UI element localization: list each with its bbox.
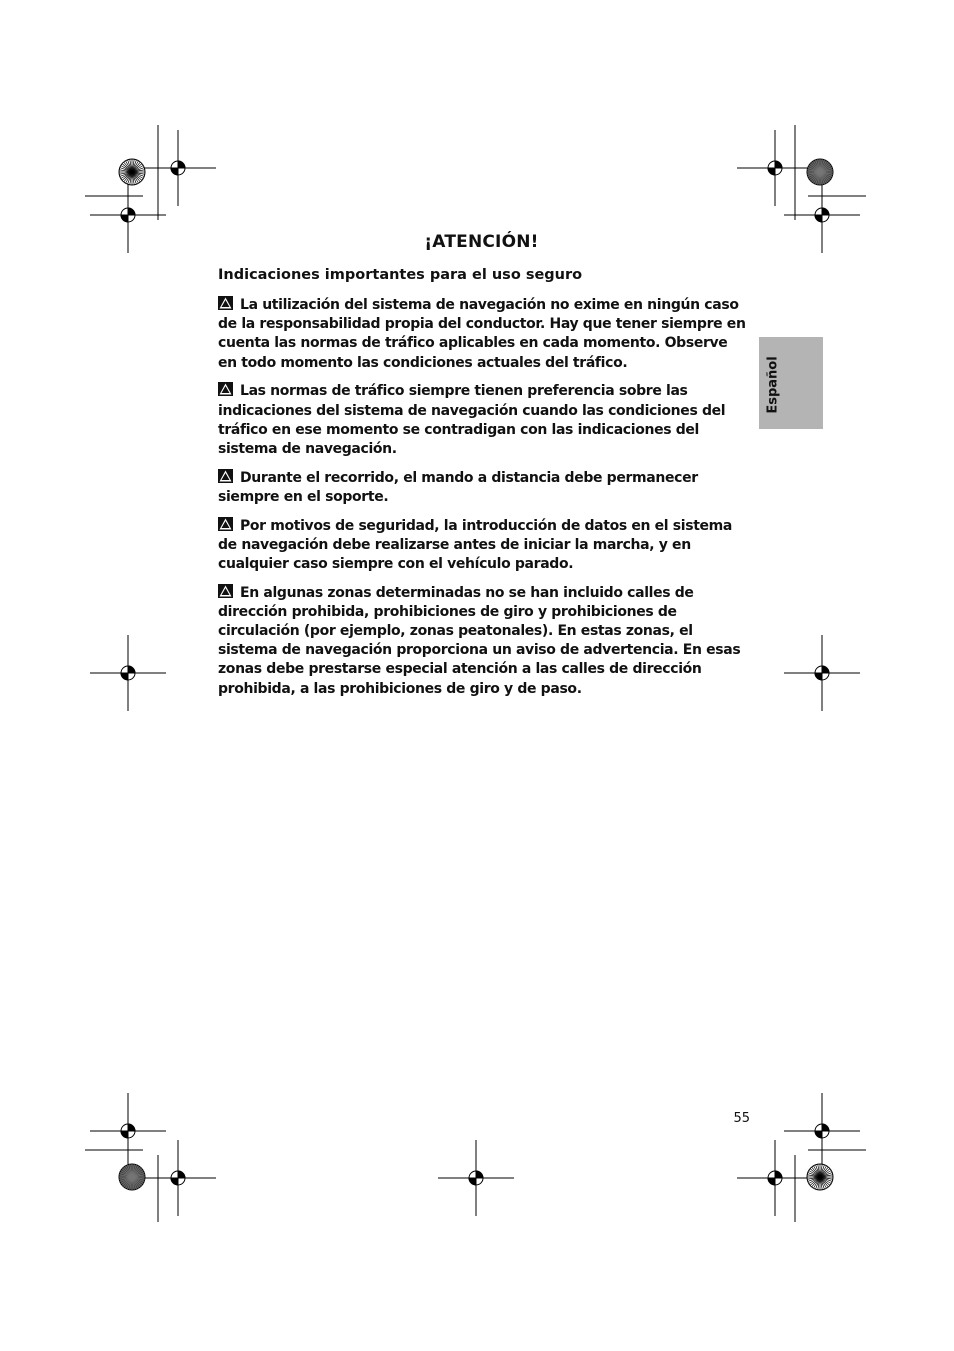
page-title: ¡ATENCIÓN!	[424, 232, 539, 252]
warning-triangle-icon	[218, 584, 233, 598]
warning-item	[218, 469, 748, 507]
warning-text: La utilización del sistema de navegación no exime en ningún caso de la responsabilidad propia del conductor. Hay que tener siempre en cuenta las normas de tráfico aplicables en cada momento. Observe en todo momento las condiciones actuales del tráfico.	[218, 297, 746, 371]
section-subtitle: Indicaciones importantes para el uso seguro	[218, 267, 583, 283]
warning-text: En algunas zonas determinadas no se han incluido calles de dirección prohibida, prohibiciones de giro y prohibiciones de circulación (por ejemplo, zonas peatonales). En estas zonas, el sistema de navegación proporciona un aviso de advertencia. En esas zonas debe prestarse especial atención a las calles de dirección prohibida, a las prohibiciones de giro y de paso.	[218, 584, 741, 697]
registration-mark-icon	[784, 635, 860, 711]
warning-triangle-icon	[218, 296, 233, 310]
registration-mark-icon	[90, 177, 166, 253]
warning-text: Las normas de tráfico siempre tienen preferencia sobre las indicaciones del sistema de navegación cuando las condiciones del tráfico en ese momento se contradigan con las indicaciones del sistema de navegación.	[218, 383, 726, 457]
language-tab-label: Español	[765, 356, 781, 414]
warning-text: Por motivos de seguridad, la introducción de datos en el sistema de navegación debe realizarse antes de iniciar la marcha, y en cualquier caso siempre con el vehículo parado.	[218, 517, 733, 572]
warning-triangle-icon	[218, 517, 233, 531]
warning-item	[218, 382, 748, 459]
registration-mark-icon	[140, 130, 216, 206]
language-tab	[759, 337, 823, 429]
registration-mark-icon	[438, 1140, 514, 1216]
warning-triangle-icon	[218, 469, 233, 483]
registration-mark-icon	[737, 1140, 813, 1216]
registration-mark-icon	[140, 1140, 216, 1216]
warning-text: Durante el recorrido, el mando a distancia debe permanecer siempre en el soporte.	[218, 469, 698, 505]
page-number: 55	[733, 1111, 750, 1126]
warning-item	[218, 296, 748, 373]
starburst-mark-icon	[807, 1164, 833, 1190]
registration-mark-icon	[90, 635, 166, 711]
registration-mark-icon	[737, 130, 813, 206]
starburst-mark-icon	[807, 159, 833, 185]
warning-item	[218, 517, 748, 575]
starburst-mark-icon	[119, 1164, 145, 1190]
warning-item	[218, 584, 748, 699]
starburst-mark-icon	[119, 159, 145, 185]
warning-list	[218, 296, 748, 708]
warning-triangle-icon	[218, 382, 233, 396]
registration-mark-icon	[90, 1093, 166, 1169]
